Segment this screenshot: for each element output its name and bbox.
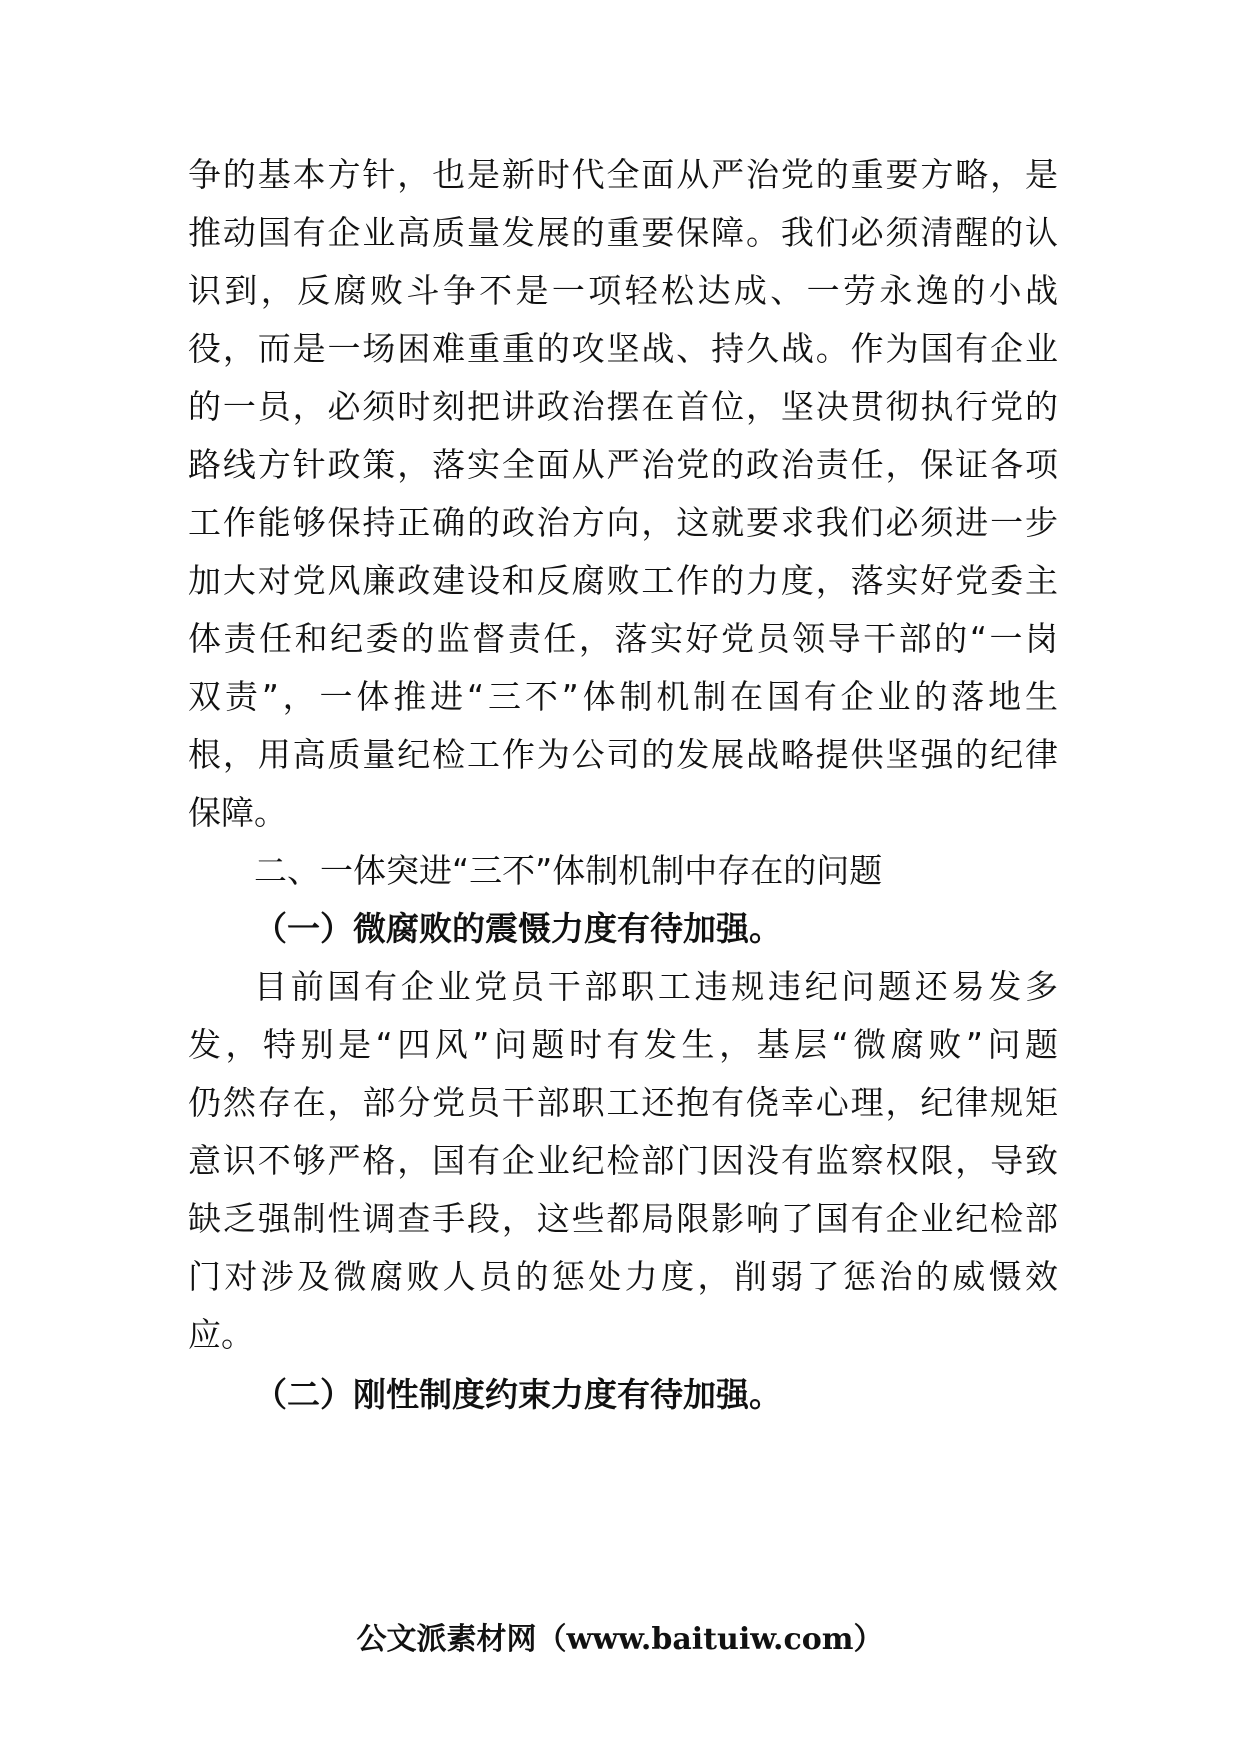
paragraph-line: 门对涉及微腐败人员的惩处力度，削弱了惩治的威慑效 [188, 1257, 1058, 1296]
paragraph-line: 仍然存在，部分党员干部职工还抱有侥幸心理，纪律规矩 [188, 1083, 1058, 1122]
paragraph-line: 发，特别是“四风”问题时有发生，基层“微腐败”问题 [188, 1025, 1058, 1064]
subsection-heading: （一）微腐败的震慑力度有待加强。 [254, 909, 782, 948]
paragraph-line: 应。 [188, 1315, 254, 1354]
paragraph-line: 加大对党风廉政建设和反腐败工作的力度，落实好党委主 [188, 561, 1058, 600]
section-heading: 二、一体突进“三不”体制机制中存在的问题 [254, 851, 883, 890]
paragraph-line: 识到，反腐败斗争不是一项轻松达成、一劳永逸的小战 [188, 271, 1058, 310]
footer-watermark: 公文派素材网（www.baituiw.com） [356, 1622, 884, 1657]
paragraph-line: 路线方针政策，落实全面从严治党的政治责任，保证各项 [188, 445, 1058, 484]
paragraph-line: 役，而是一场困难重重的攻坚战、持久战。作为国有企业 [188, 329, 1058, 368]
paragraph-line: 体责任和纪委的监督责任，落实好党员领导干部的“一岗 [188, 619, 1058, 658]
paragraph-line: 保障。 [188, 793, 287, 832]
paragraph-line: 根，用高质量纪检工作为公司的发展战略提供坚强的纪律 [188, 735, 1058, 774]
paragraph-line: 意识不够严格，国有企业纪检部门因没有监察权限，导致 [188, 1141, 1058, 1180]
paragraph-line: 的一员，必须时刻把讲政治摆在首位，坚决贯彻执行党的 [188, 387, 1058, 426]
paragraph-line: 双责”，一体推进“三不”体制机制在国有企业的落地生 [188, 677, 1058, 716]
paragraph-line: 推动国有企业高质量发展的重要保障。我们必须清醒的认 [188, 213, 1058, 252]
paragraph-line: 工作能够保持正确的政治方向，这就要求我们必须进一步 [188, 503, 1058, 542]
subsection-heading: （二）刚性制度约束力度有待加强。 [254, 1375, 782, 1414]
paragraph-line: 争的基本方针，也是新时代全面从严治党的重要方略，是 [188, 155, 1058, 194]
paragraph-line: 缺乏强制性调查手段，这些都局限影响了国有企业纪检部 [188, 1199, 1058, 1238]
paragraph-line: 目前国有企业党员干部职工违规违纪问题还易发多 [254, 967, 1058, 1006]
